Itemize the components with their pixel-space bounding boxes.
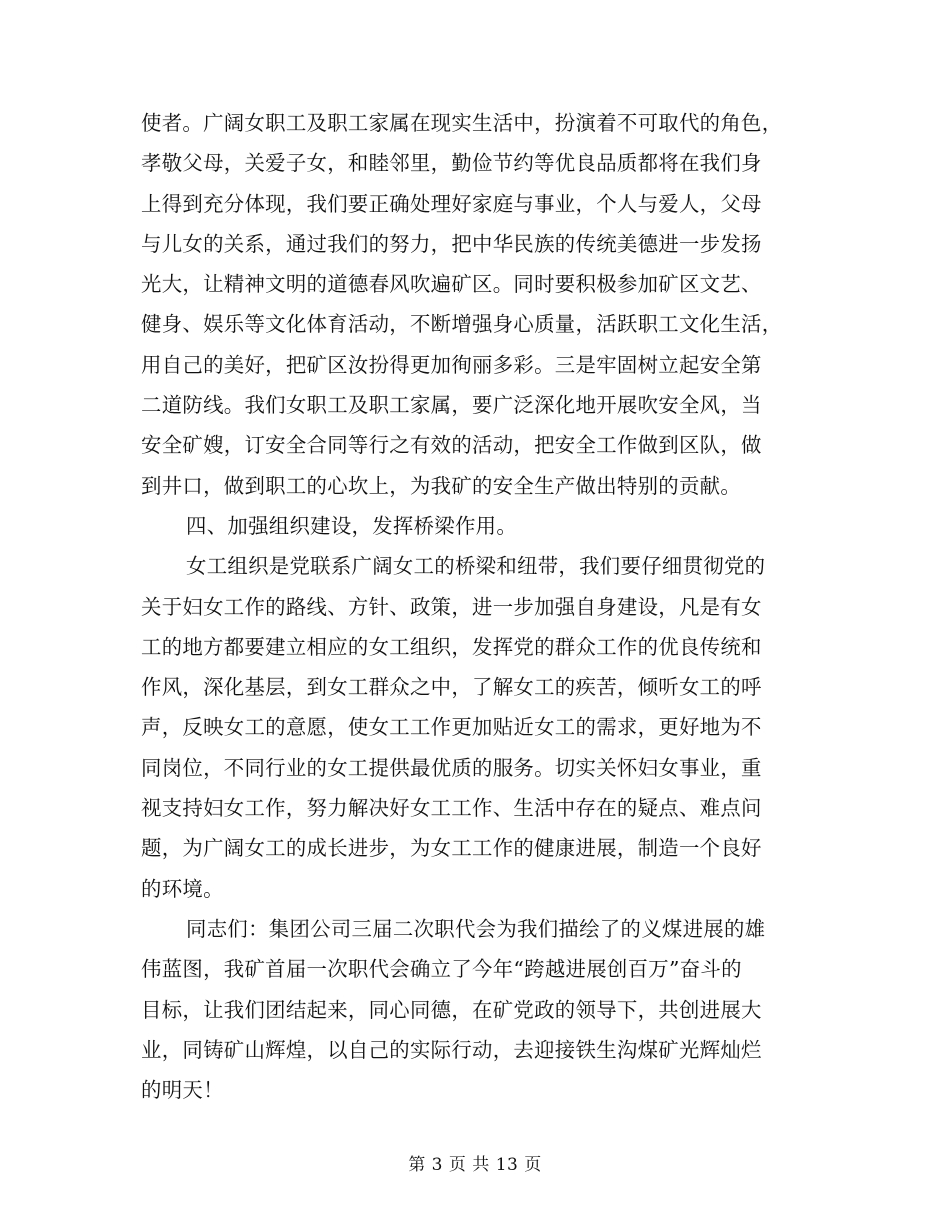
- text-line: 声，反映女工的意愿，使女工工作更加贴近女工的需求，更好地为不: [141, 715, 762, 740]
- text-line: 用自己的美好，把矿区汝扮得更加徇丽多彩。三是牢固树立起安全第: [141, 352, 762, 377]
- paragraph: [141, 546, 801, 909]
- text-line: 同岗位，不同行业的女工提供最优质的服务。切实关怀妇女事业，重: [141, 755, 762, 780]
- text-line: 孝敬父母，关爱子女，和睦邻里，勤俭节约等优良品质都将在我们身: [141, 151, 762, 176]
- text-line: 女工组织是党联系广阔女工的桥梁和纽带，我们要仔细贯彻党的: [186, 554, 766, 579]
- page-footer: 第 3 页 共 13 页: [408, 1155, 542, 1175]
- text-line: 上得到充分体现，我们要正确处理好家庭与事业，个人与爱人，父母: [141, 191, 762, 216]
- text-line: 健身、娱乐等文化体育活动，不断增强身心质量，活跃职工文化生活，: [141, 312, 783, 337]
- text-line: 伟蓝图，我矿首届一次职代会确立了今年“跨越进展创百万”奋斗的: [141, 957, 742, 982]
- text-line: 关于妇女工作的路线、方针、政策，进一步加强自身建设，凡是有女: [141, 594, 762, 619]
- paragraph: [141, 909, 801, 1110]
- text-line: 作风，深化基层，到女工群众之中，了解女工的疾苦，倾听女工的呼: [141, 675, 762, 700]
- text-line: 的明天！: [141, 1078, 224, 1103]
- body-text: [141, 103, 801, 1110]
- text-line: 使者。广阔女职工及职工家属在现实生活中，扮演着不可取代的角色，: [141, 111, 783, 135]
- text-line: 目标，让我们团结起来，同心同德，在矿党政的领导下，共创进展大: [141, 997, 762, 1022]
- paragraph: [141, 506, 801, 546]
- text-line: 与儿女的关系，通过我们的努力，把中华民族的传统美德进一步发扬: [141, 231, 762, 256]
- text-line: 安全矿嫂，订安全合同等行之有效的活动，把安全工作做到区队，做: [141, 433, 762, 458]
- text-line: 同志们：集团公司三届二次职代会为我们描绘了的义煤进展的雄: [186, 916, 766, 941]
- text-line: 的环境。: [141, 876, 224, 901]
- text-line: 二道防线。我们女职工及职工家属，要广泛深化地开展吹安全风，当: [141, 393, 762, 418]
- paragraph: [141, 103, 801, 506]
- text-line: 工的地方都要建立相应的女工组织，发挥党的群众工作的优良传统和: [141, 634, 762, 659]
- text-line: 业，同铸矿山辉煌，以自己的实际行动，去迎接铁生沟煤矿光辉灿烂: [141, 1037, 762, 1062]
- text-line: 四、加强组织建设，发挥桥梁作用。: [186, 513, 518, 538]
- text-line: 视支持妇女工作，努力解决好女工工作、生活中存在的疑点、难点问: [141, 796, 762, 821]
- text-line: 题，为广阔女工的成长进步，为女工工作的健康进展，制造一个良好: [141, 836, 762, 861]
- text-line: 到井口，做到职工的心坎上，为我矿的安全生产做出特别的贡献。: [141, 473, 742, 498]
- text-line: 光大，让精神文明的道德春风吹遍矿区。同时要积极参加矿区文艺、: [141, 272, 762, 297]
